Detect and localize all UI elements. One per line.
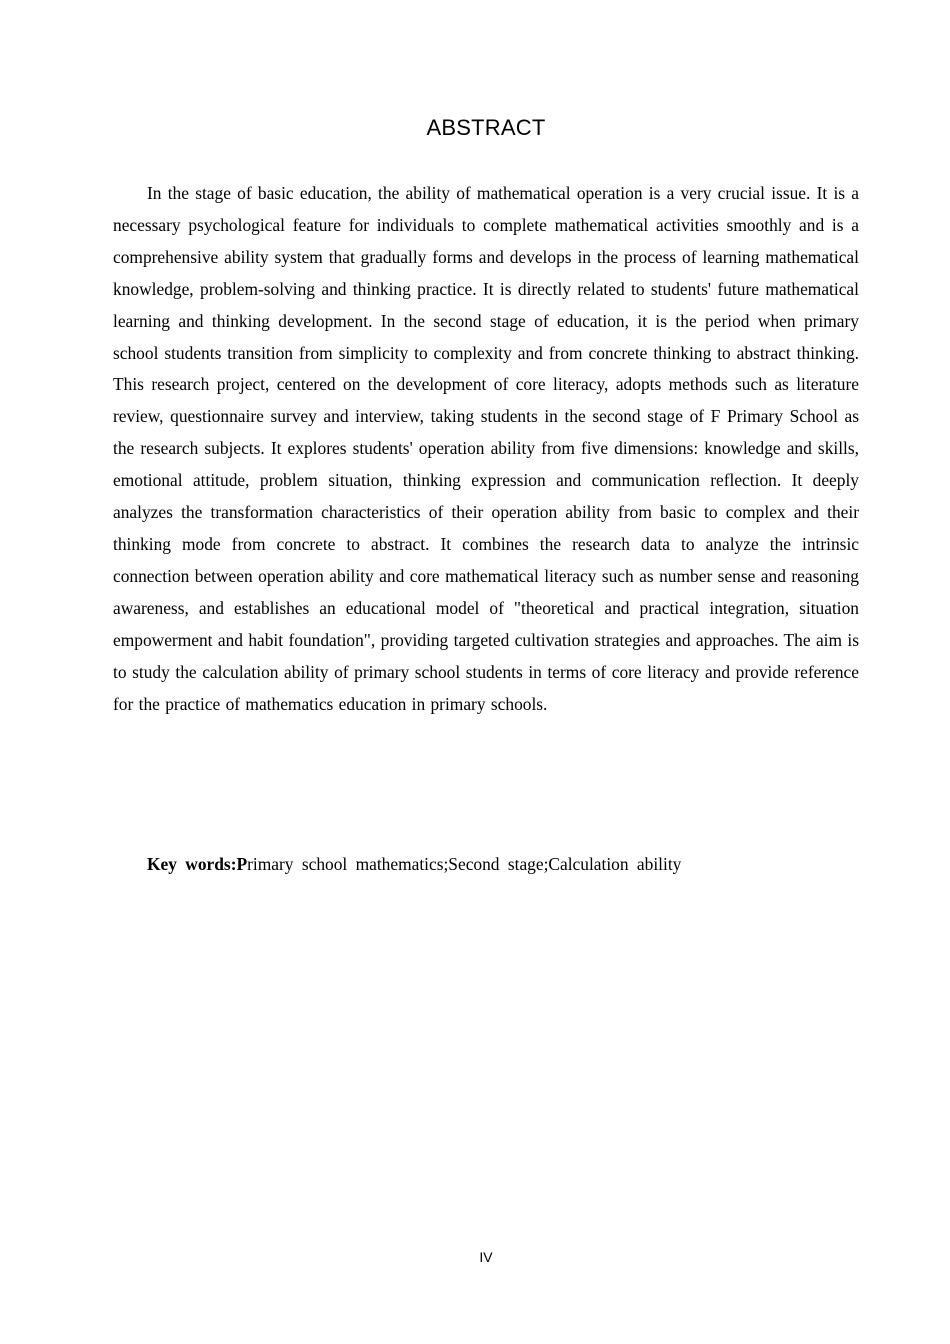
abstract-paragraph: In the stage of basic education, the ability of mathematical operation is a very crucial issue. It is a necessary psychological feature for individuals to complete mathematical activities smoothly and is a comprehensive ability system that gradually forms and develops in the process of learning mathematical knowledge, problem-solving and thinking practice. It is directly related to students' future mathematical learning and thinking development. In the second stage of education, it is the period when primary school students transition from simplicity to complexity and from concrete thinking to abstract thinking. This research project, centered on the development of core literacy, adopts methods such as literature review, questionnaire survey and interview, taking students in the second stage of F Primary School as the research subjects. It explores students' operation ability from five dimensions: knowledge and skills, emotional attitude, problem situation, thinking expression and communication reflection. It deeply analyzes the transformation characteristics of their operation ability from basic to complex and their thinking mode from concrete to abstract. It combines the research data to analyze the intrinsic connection between operation ability and core mathematical literacy such as number sense and reasoning awareness, and establishes an educational model of "theoretical and practical integration, situation empowerment and habit foundation", providing targeted cultivation strategies and approaches. The aim is to study the calculation ability of primary school students in terms of core literacy and provide reference for the practice of mathematics education in primary schools. — [113, 183, 859, 714]
keywords-line — [147, 849, 859, 881]
page-number: IV — [479, 1249, 493, 1265]
abstract-title: ABSTRACT — [426, 115, 546, 140]
keywords-label: Key words:P — [147, 854, 248, 874]
keywords-value: rimary school mathematics;Second stage;Calculation ability — [247, 854, 682, 874]
